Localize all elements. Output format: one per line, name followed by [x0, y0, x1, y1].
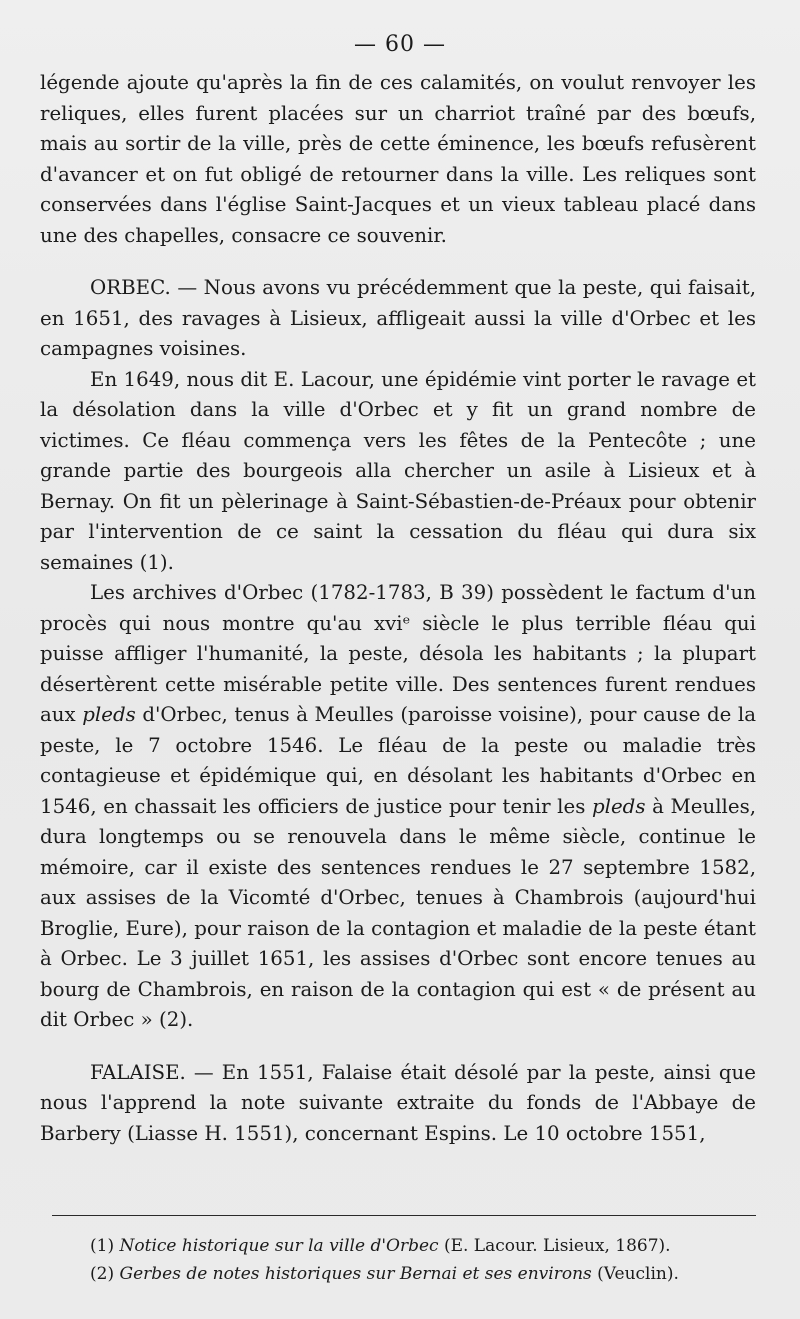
footnote-reference: (E. Lacour. Lisieux, 1867).	[443, 1236, 671, 1256]
pleds-term: pleds	[82, 703, 136, 726]
pleds-term: pleds	[591, 794, 646, 818]
paragraph-orbec-intro: ORBEC. — Nous avons vu précédemment que la peste, qui faisait, en 1651, des ravages à Lisieux, affligeait aussi la ville d'Orbec et les campagnes voisines.	[40, 276, 756, 360]
footnotes	[90, 1232, 760, 1288]
footnote-title: Gerbes de notes historiques sur Bernai et ses environs	[119, 1264, 592, 1284]
footnote-marker: (2)	[90, 1264, 115, 1284]
footnote-title: Notice historique sur la ville d'Orbec	[119, 1236, 439, 1256]
archives-text-part-1: Les archives d'Orbec (1782-1783, B 39) possèdent le factum d'un procès qui nous montre qu'au xviᵉ siècle le plus terrible fléau qui puisse affliger l'humanité, la peste, désola les habitants ; la plupart désertèrent cette misérable petite ville. Des sentences furent rendues aux	[40, 581, 756, 726]
footnote-1	[90, 1232, 760, 1260]
body-text	[40, 68, 756, 1149]
archives-text-part-2: d'Orbec, tenus à Meulles (paroisse voisine), pour cause de la peste, le 7 octobre 1546. Le fléau de la peste ou maladie très contagieuse et épidémique qui, en désolant les habitants d'Orbec en 1546, en chassait les officiers de justice pour tenir les	[40, 703, 757, 818]
footnote-2	[90, 1260, 760, 1288]
footnote-marker: (1)	[90, 1236, 115, 1256]
paragraph-falaise: FALAISE. — En 1551, Falaise était désolé par la peste, ainsi que nous l'apprend la note suivante extraite du fonds de l'Abbaye de Barbery (Liasse H. 1551), concernant Espins. Le 10 octobre 1551,	[40, 1060, 756, 1145]
footnote-reference: (Veuclin).	[597, 1264, 679, 1284]
paragraph-orbec-1649: En 1649, nous dit E. Lacour, une épidémie vint porter le ravage et la désolation dans la ville d'Orbec et y fit un grand nombre de victimes. Ce fléau commença vers les fêtes de la Pentecôte ; une grande partie des bourgeois alla chercher un asile à Lisieux et à Bernay. On fit un pèlerinage à Saint-Sébastien-de-Préaux pour obtenir par l'intervention de ce saint la cessation du fléau qui dura six semaines (1).	[40, 367, 756, 574]
archives-text-part-3: à Meulles, dura longtemps ou se renouvela dans le même siècle, continue le mémoire, car il existe des sentences rendues le 27 septembre 1582, aux assises de la Vicomté d'Orbec, tenues à Chambrois (aujourd'hui Broglie, Eure), pour raison de la contagion et maladie de la peste étant à Orbec. Le 3 juillet 1651, les assises d'Orbec sont encore tenues au bourg de Chambrois, en raison de la contagion qui est « de présent au dit Orbec » (2).	[40, 794, 757, 1031]
paragraph-legende: légende ajoute qu'après la fin de ces calamités, on voulut renvoyer les reliques, elles furent placées sur un charriot traîné par des bœufs, mais au sortir de la ville, près de cette éminence, les bœufs refusèrent d'avancer et on fut obligé de retourner dans la ville. Les reliques sont conservées dans l'église Saint-Jacques et un vieux tableau placé dans une des chapelles, consacre ce souvenir.	[40, 71, 756, 247]
page-number: — 60 —	[354, 32, 446, 57]
paragraph-orbec-archives	[40, 578, 756, 1036]
footnote-divider	[52, 1215, 756, 1216]
